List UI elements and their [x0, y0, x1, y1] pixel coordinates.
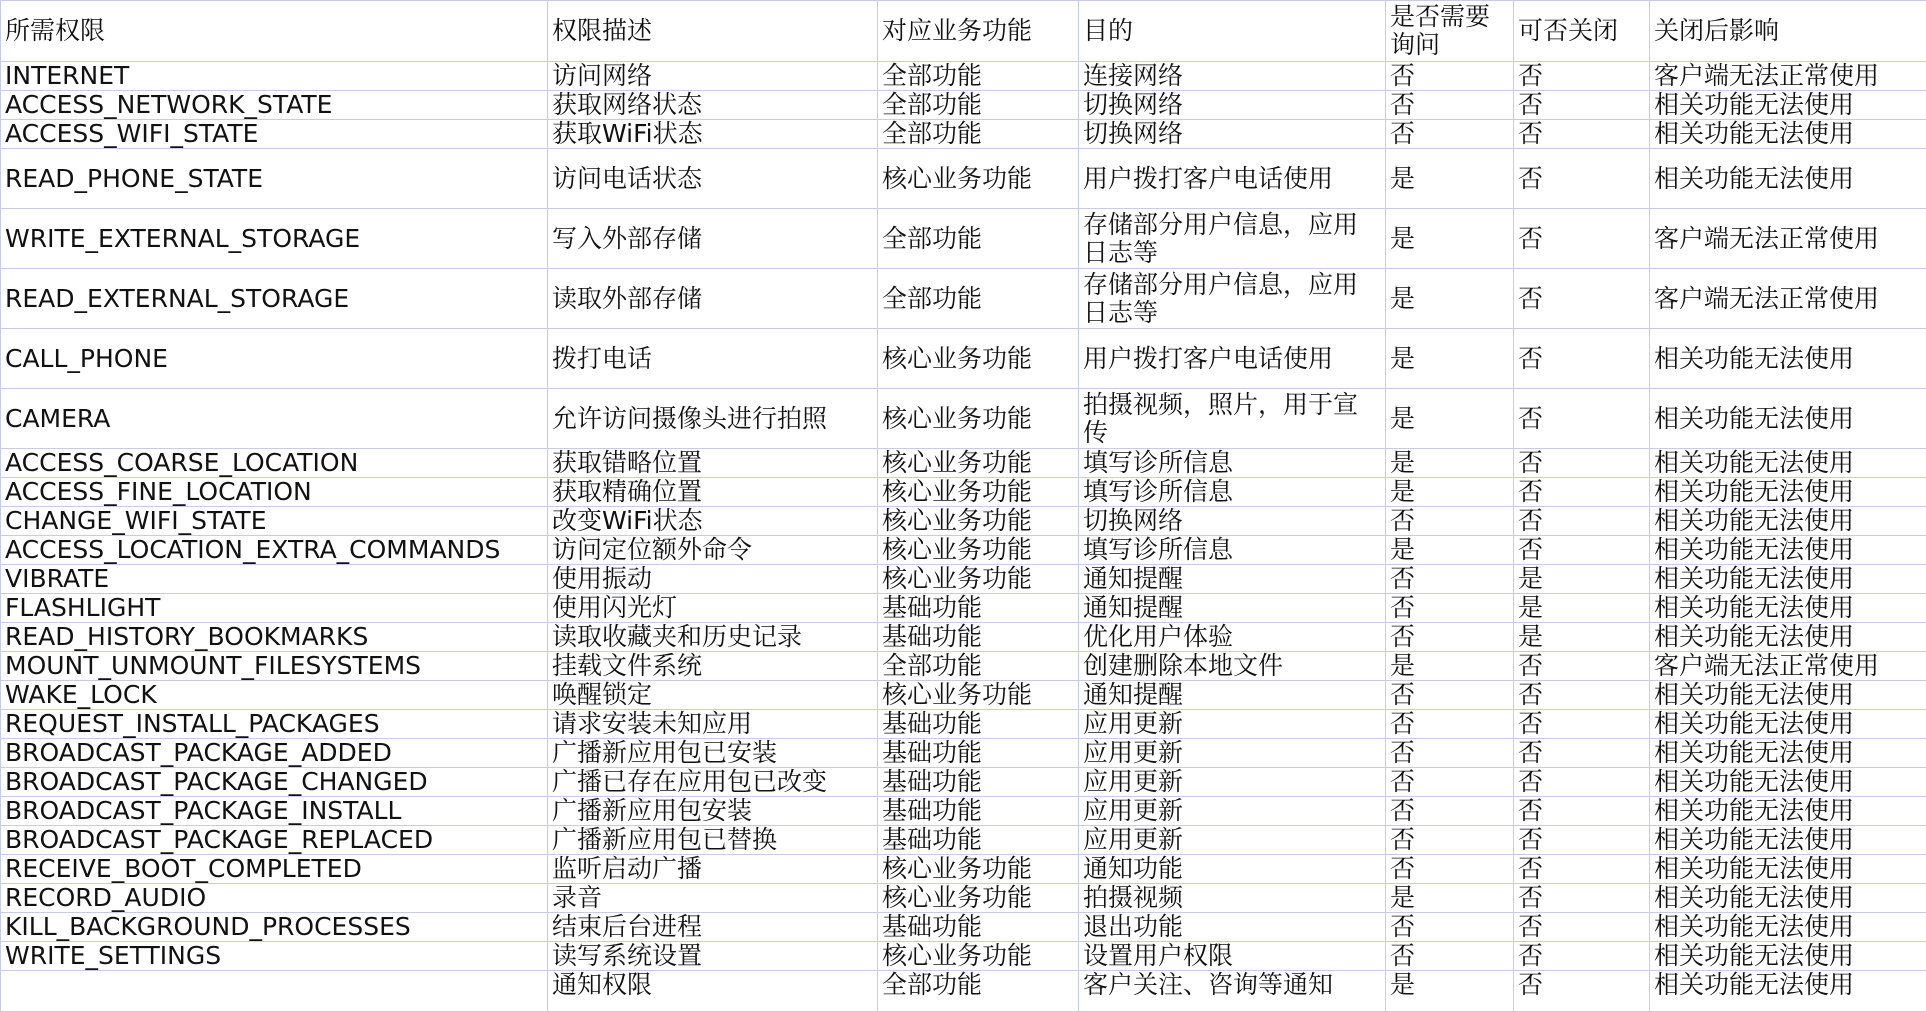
cell-permission: CAMERA — [1, 389, 548, 449]
cell-business-function: 核心业务功能 — [878, 942, 1079, 971]
cell-closable: 否 — [1514, 826, 1650, 855]
cell-business-function: 全部功能 — [878, 269, 1079, 329]
cell-permission: CALL_PHONE — [1, 329, 548, 389]
cell-description: 写入外部存储 — [548, 209, 878, 269]
cell-permission: VIBRATE — [1, 565, 548, 594]
cell-purpose: 用户拨打客户电话使用 — [1079, 329, 1386, 389]
table-row — [1, 449, 1926, 478]
cell-ask: 是 — [1386, 884, 1514, 913]
table-row — [1, 536, 1926, 565]
cell-impact: 相关功能无法使用 — [1650, 768, 1926, 797]
cell-ask: 否 — [1386, 565, 1514, 594]
cell-purpose: 拍摄视频 — [1079, 884, 1386, 913]
cell-business-function: 核心业务功能 — [878, 507, 1079, 536]
cell-closable: 否 — [1514, 209, 1650, 269]
cell-closable: 否 — [1514, 913, 1650, 942]
table-row — [1, 594, 1926, 623]
cell-ask: 否 — [1386, 507, 1514, 536]
table-row — [1, 710, 1926, 739]
cell-permission: ACCESS_LOCATION_EXTRA_COMMANDS — [1, 536, 548, 565]
header-closable: 可否关闭 — [1514, 1, 1650, 62]
cell-description: 访问定位额外命令 — [548, 536, 878, 565]
cell-closable: 否 — [1514, 329, 1650, 389]
header-impact: 关闭后影响 — [1650, 1, 1926, 62]
table-row — [1, 209, 1926, 269]
cell-business-function: 核心业务功能 — [878, 565, 1079, 594]
cell-closable: 否 — [1514, 971, 1650, 1012]
cell-impact: 客户端无法正常使用 — [1650, 269, 1926, 329]
header-ask: 是否需要询问 — [1386, 1, 1514, 62]
cell-description: 广播新应用包安装 — [548, 797, 878, 826]
table-row — [1, 971, 1926, 1012]
cell-description: 读取收藏夹和历史记录 — [548, 623, 878, 652]
cell-business-function: 全部功能 — [878, 91, 1079, 120]
table-row — [1, 884, 1926, 913]
cell-description: 获取WiFi状态 — [548, 120, 878, 149]
table-row — [1, 768, 1926, 797]
table-row — [1, 389, 1926, 449]
cell-purpose: 客户关注、咨询等通知 — [1079, 971, 1386, 1012]
cell-description: 访问电话状态 — [548, 149, 878, 209]
cell-ask: 否 — [1386, 855, 1514, 884]
cell-business-function: 核心业务功能 — [878, 329, 1079, 389]
cell-closable: 否 — [1514, 507, 1650, 536]
cell-closable: 否 — [1514, 91, 1650, 120]
cell-purpose: 通知提醒 — [1079, 565, 1386, 594]
cell-impact: 相关功能无法使用 — [1650, 681, 1926, 710]
cell-purpose: 创建删除本地文件 — [1079, 652, 1386, 681]
cell-closable: 否 — [1514, 681, 1650, 710]
cell-permission: READ_EXTERNAL_STORAGE — [1, 269, 548, 329]
cell-ask: 否 — [1386, 623, 1514, 652]
cell-impact: 客户端无法正常使用 — [1650, 209, 1926, 269]
cell-description: 读写系统设置 — [548, 942, 878, 971]
table-row — [1, 739, 1926, 768]
cell-ask: 否 — [1386, 594, 1514, 623]
cell-impact: 相关功能无法使用 — [1650, 855, 1926, 884]
cell-permission: KILL_BACKGROUND_PROCESSES — [1, 913, 548, 942]
cell-description: 使用振动 — [548, 565, 878, 594]
cell-permission: ACCESS_WIFI_STATE — [1, 120, 548, 149]
table-row — [1, 855, 1926, 884]
cell-ask: 否 — [1386, 91, 1514, 120]
cell-closable: 否 — [1514, 478, 1650, 507]
header-permission: 所需权限 — [1, 1, 548, 62]
cell-permission: FLASHLIGHT — [1, 594, 548, 623]
cell-ask: 否 — [1386, 768, 1514, 797]
cell-purpose: 应用更新 — [1079, 797, 1386, 826]
cell-impact: 相关功能无法使用 — [1650, 120, 1926, 149]
cell-permission: BROADCAST_PACKAGE_REPLACED — [1, 826, 548, 855]
cell-ask: 是 — [1386, 269, 1514, 329]
cell-impact: 相关功能无法使用 — [1650, 797, 1926, 826]
cell-permission: ACCESS_COARSE_LOCATION — [1, 449, 548, 478]
cell-closable: 是 — [1514, 565, 1650, 594]
table-row — [1, 623, 1926, 652]
cell-purpose: 通知功能 — [1079, 855, 1386, 884]
cell-business-function: 核心业务功能 — [878, 149, 1079, 209]
table-row — [1, 91, 1926, 120]
cell-impact: 相关功能无法使用 — [1650, 739, 1926, 768]
cell-business-function: 全部功能 — [878, 62, 1079, 91]
cell-ask: 是 — [1386, 449, 1514, 478]
cell-impact: 相关功能无法使用 — [1650, 913, 1926, 942]
cell-description: 拨打电话 — [548, 329, 878, 389]
table-row — [1, 652, 1926, 681]
cell-description: 通知权限 — [548, 971, 878, 1012]
cell-business-function: 全部功能 — [878, 120, 1079, 149]
cell-permission: RECEIVE_BOOT_COMPLETED — [1, 855, 548, 884]
cell-permission: CHANGE_WIFI_STATE — [1, 507, 548, 536]
cell-closable: 否 — [1514, 739, 1650, 768]
cell-closable: 否 — [1514, 855, 1650, 884]
cell-description: 获取错略位置 — [548, 449, 878, 478]
cell-permission: ACCESS_FINE_LOCATION — [1, 478, 548, 507]
cell-ask: 否 — [1386, 913, 1514, 942]
cell-ask: 是 — [1386, 652, 1514, 681]
cell-description: 允许访问摄像头进行拍照 — [548, 389, 878, 449]
cell-impact: 相关功能无法使用 — [1650, 884, 1926, 913]
cell-ask: 否 — [1386, 62, 1514, 91]
cell-purpose: 应用更新 — [1079, 739, 1386, 768]
cell-impact: 相关功能无法使用 — [1650, 623, 1926, 652]
cell-business-function: 基础功能 — [878, 797, 1079, 826]
cell-business-function: 核心业务功能 — [878, 855, 1079, 884]
cell-ask: 否 — [1386, 826, 1514, 855]
cell-purpose: 应用更新 — [1079, 768, 1386, 797]
cell-description: 监听启动广播 — [548, 855, 878, 884]
table-row — [1, 329, 1926, 389]
cell-purpose: 连接网络 — [1079, 62, 1386, 91]
cell-description: 获取网络状态 — [548, 91, 878, 120]
cell-business-function: 全部功能 — [878, 971, 1079, 1012]
table-row — [1, 681, 1926, 710]
cell-business-function: 核心业务功能 — [878, 536, 1079, 565]
cell-permission: BROADCAST_PACKAGE_CHANGED — [1, 768, 548, 797]
cell-purpose: 应用更新 — [1079, 710, 1386, 739]
cell-closable: 否 — [1514, 768, 1650, 797]
table-row — [1, 149, 1926, 209]
cell-closable: 否 — [1514, 120, 1650, 149]
cell-permission: BROADCAST_PACKAGE_ADDED — [1, 739, 548, 768]
cell-impact: 相关功能无法使用 — [1650, 389, 1926, 449]
cell-description: 广播已存在应用包已改变 — [548, 768, 878, 797]
cell-description: 请求安装未知应用 — [548, 710, 878, 739]
cell-impact: 相关功能无法使用 — [1650, 826, 1926, 855]
table-row — [1, 62, 1926, 91]
cell-description: 唤醒锁定 — [548, 681, 878, 710]
cell-permission: INTERNET — [1, 62, 548, 91]
cell-permission: BROADCAST_PACKAGE_INSTALL — [1, 797, 548, 826]
cell-business-function: 全部功能 — [878, 652, 1079, 681]
cell-permission: READ_HISTORY_BOOKMARKS — [1, 623, 548, 652]
cell-ask: 否 — [1386, 710, 1514, 739]
cell-purpose: 通知提醒 — [1079, 681, 1386, 710]
cell-closable: 否 — [1514, 62, 1650, 91]
cell-impact: 相关功能无法使用 — [1650, 91, 1926, 120]
cell-impact: 相关功能无法使用 — [1650, 942, 1926, 971]
cell-business-function: 核心业务功能 — [878, 478, 1079, 507]
cell-description: 广播新应用包已替换 — [548, 826, 878, 855]
cell-ask: 是 — [1386, 971, 1514, 1012]
cell-ask: 是 — [1386, 389, 1514, 449]
cell-ask: 否 — [1386, 120, 1514, 149]
cell-description: 使用闪光灯 — [548, 594, 878, 623]
cell-closable: 是 — [1514, 623, 1650, 652]
cell-purpose: 设置用户权限 — [1079, 942, 1386, 971]
table-row — [1, 913, 1926, 942]
cell-impact: 相关功能无法使用 — [1650, 449, 1926, 478]
cell-impact: 相关功能无法使用 — [1650, 710, 1926, 739]
cell-permission: REQUEST_INSTALL_PACKAGES — [1, 710, 548, 739]
cell-impact: 相关功能无法使用 — [1650, 594, 1926, 623]
cell-ask: 否 — [1386, 797, 1514, 826]
table-row — [1, 478, 1926, 507]
table-row — [1, 826, 1926, 855]
table-row — [1, 507, 1926, 536]
cell-permission: ACCESS_NETWORK_STATE — [1, 91, 548, 120]
cell-impact: 客户端无法正常使用 — [1650, 652, 1926, 681]
cell-purpose: 优化用户体验 — [1079, 623, 1386, 652]
cell-purpose: 应用更新 — [1079, 826, 1386, 855]
cell-impact: 相关功能无法使用 — [1650, 478, 1926, 507]
cell-impact: 相关功能无法使用 — [1650, 329, 1926, 389]
cell-purpose: 填写诊所信息 — [1079, 536, 1386, 565]
cell-ask: 否 — [1386, 942, 1514, 971]
cell-description: 广播新应用包已安装 — [548, 739, 878, 768]
header-business-function: 对应业务功能 — [878, 1, 1079, 62]
cell-permission: MOUNT_UNMOUNT_FILESYSTEMS — [1, 652, 548, 681]
cell-permission: WAKE_LOCK — [1, 681, 548, 710]
cell-description: 改变WiFi状态 — [548, 507, 878, 536]
cell-closable: 否 — [1514, 652, 1650, 681]
cell-permission: RECORD_AUDIO — [1, 884, 548, 913]
cell-closable: 是 — [1514, 594, 1650, 623]
cell-business-function: 基础功能 — [878, 710, 1079, 739]
cell-closable: 否 — [1514, 269, 1650, 329]
cell-business-function: 基础功能 — [878, 826, 1079, 855]
cell-business-function: 基础功能 — [878, 739, 1079, 768]
cell-description: 录音 — [548, 884, 878, 913]
cell-ask: 是 — [1386, 149, 1514, 209]
cell-ask: 否 — [1386, 681, 1514, 710]
cell-permission: READ_PHONE_STATE — [1, 149, 548, 209]
cell-business-function: 核心业务功能 — [878, 681, 1079, 710]
cell-impact: 相关功能无法使用 — [1650, 565, 1926, 594]
cell-closable: 否 — [1514, 884, 1650, 913]
cell-impact: 相关功能无法使用 — [1650, 149, 1926, 209]
cell-closable: 否 — [1514, 710, 1650, 739]
cell-description: 结束后台进程 — [548, 913, 878, 942]
cell-closable: 否 — [1514, 389, 1650, 449]
cell-purpose: 填写诊所信息 — [1079, 478, 1386, 507]
cell-business-function: 核心业务功能 — [878, 884, 1079, 913]
cell-purpose: 用户拨打客户电话使用 — [1079, 149, 1386, 209]
cell-purpose: 填写诊所信息 — [1079, 449, 1386, 478]
cell-business-function: 基础功能 — [878, 913, 1079, 942]
table-row — [1, 120, 1926, 149]
cell-purpose: 切换网络 — [1079, 507, 1386, 536]
cell-business-function: 基础功能 — [878, 768, 1079, 797]
cell-permission: WRITE_SETTINGS — [1, 942, 548, 971]
cell-description: 挂载文件系统 — [548, 652, 878, 681]
cell-business-function: 全部功能 — [878, 209, 1079, 269]
table-row — [1, 797, 1926, 826]
cell-permission — [1, 971, 548, 1012]
cell-purpose: 通知提醒 — [1079, 594, 1386, 623]
cell-ask: 是 — [1386, 329, 1514, 389]
cell-impact: 客户端无法正常使用 — [1650, 62, 1926, 91]
cell-purpose: 切换网络 — [1079, 120, 1386, 149]
cell-description: 读取外部存储 — [548, 269, 878, 329]
cell-impact: 相关功能无法使用 — [1650, 971, 1926, 1012]
cell-business-function: 核心业务功能 — [878, 389, 1079, 449]
cell-purpose: 存储部分用户信息，应用日志等 — [1079, 269, 1386, 329]
cell-purpose: 拍摄视频，照片，用于宣传 — [1079, 389, 1386, 449]
cell-closable: 否 — [1514, 149, 1650, 209]
cell-description: 访问网络 — [548, 62, 878, 91]
cell-purpose: 退出功能 — [1079, 913, 1386, 942]
cell-impact: 相关功能无法使用 — [1650, 536, 1926, 565]
cell-purpose: 切换网络 — [1079, 91, 1386, 120]
cell-ask: 是 — [1386, 478, 1514, 507]
header-description: 权限描述 — [548, 1, 878, 62]
cell-description: 获取精确位置 — [548, 478, 878, 507]
cell-business-function: 核心业务功能 — [878, 449, 1079, 478]
cell-ask: 否 — [1386, 739, 1514, 768]
table-row — [1, 565, 1926, 594]
cell-business-function: 基础功能 — [878, 594, 1079, 623]
cell-closable: 否 — [1514, 942, 1650, 971]
cell-closable: 否 — [1514, 797, 1650, 826]
cell-impact: 相关功能无法使用 — [1650, 507, 1926, 536]
cell-business-function: 基础功能 — [878, 623, 1079, 652]
cell-ask: 是 — [1386, 536, 1514, 565]
header-purpose: 目的 — [1079, 1, 1386, 62]
cell-ask: 是 — [1386, 209, 1514, 269]
header-row — [1, 1, 1926, 62]
table-row — [1, 269, 1926, 329]
cell-purpose: 存储部分用户信息，应用日志等 — [1079, 209, 1386, 269]
cell-closable: 否 — [1514, 536, 1650, 565]
table-row — [1, 942, 1926, 971]
cell-closable: 否 — [1514, 449, 1650, 478]
cell-permission: WRITE_EXTERNAL_STORAGE — [1, 209, 548, 269]
